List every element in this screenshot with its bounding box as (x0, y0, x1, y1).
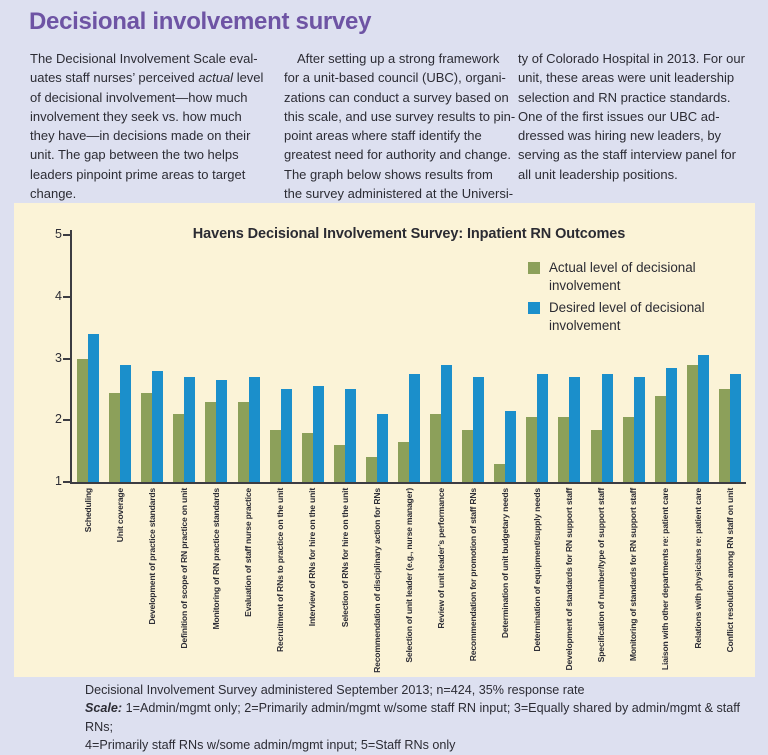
x-axis-label-cell (136, 488, 168, 676)
desired-bar (537, 374, 548, 482)
desired-bar (634, 377, 645, 482)
y-axis-tick-mark (63, 234, 70, 236)
y-axis-tick-mark (63, 296, 70, 298)
x-axis-label-cell (489, 488, 521, 676)
bar-group (136, 371, 168, 482)
x-axis-label-cell (329, 488, 361, 676)
body-text-line: greatest need for authority and change. (284, 147, 511, 163)
body-text-line: of decisional involvement—how much (30, 89, 248, 105)
actual-bar (302, 433, 313, 482)
x-axis-label: Monitoring of standards for RN support staff (628, 488, 639, 662)
body-text-italic: actual (198, 70, 234, 86)
chart-footnote (85, 681, 768, 755)
x-axis-label-cell (200, 488, 232, 676)
x-axis-label-cell (553, 488, 585, 676)
body-text-line: all unit leadership positions. (518, 166, 678, 182)
x-axis-label-cell (650, 488, 682, 676)
body-text-segment: uates staff nurses’ perceived (30, 70, 199, 86)
desired-bar (313, 386, 324, 482)
desired-bar (377, 414, 388, 482)
x-axis-label: Recruitment of RNs to practice on the unit (275, 488, 286, 652)
x-axis-label-cell (682, 488, 714, 676)
text-column-1 (30, 49, 262, 203)
x-axis-label-cell (714, 488, 746, 676)
actual-bar (430, 414, 441, 482)
text-column-2 (284, 49, 516, 203)
y-axis-tick-label: 4 (55, 288, 62, 303)
x-axis-label: Unit coverage (114, 488, 125, 543)
bar-group (329, 389, 361, 482)
legend-item (528, 299, 731, 334)
bar-group (489, 411, 521, 482)
desired-bar (409, 374, 420, 482)
actual-bar (623, 417, 634, 482)
desired-bar (184, 377, 195, 482)
x-axis-label-cell (72, 488, 104, 676)
body-text-line: The Decisional Involvement Scale eval- (30, 51, 258, 66)
desired-bar (730, 374, 741, 482)
x-axis-label: Evaluation of staff nurse practice (243, 488, 254, 617)
actual-bar (109, 393, 120, 483)
x-axis-label: Recommendation for promotion of staff RNs (467, 488, 478, 662)
actual-bar (270, 430, 281, 483)
bar-group (361, 414, 393, 482)
chart-legend (528, 259, 731, 339)
x-axis-labels (72, 488, 746, 676)
x-axis-label: Determination of equipment/supply needs (532, 488, 543, 652)
footnote-line: Decisional Involvement Survey administered September 2013; n=424, 35% response rate (85, 683, 585, 697)
desired-bar (473, 377, 484, 482)
bar-group (425, 365, 457, 482)
text-column-3 (518, 49, 750, 184)
x-axis-label-cell (457, 488, 489, 676)
actual-bar (238, 402, 249, 482)
actual-bar (77, 359, 88, 483)
bar-group (200, 380, 232, 482)
body-text-line: unit. The gap between the two helps (30, 147, 239, 163)
desired-bar (602, 374, 613, 482)
footnote-segment: 1=Admin/mgmt only; 2=Primarily admin/mgmt w/some staff RN input; 3=Equally shared by admin/mgmt & staff RNs; (85, 701, 741, 734)
x-axis-label: Review of unit leader’s performance (435, 488, 446, 629)
bar-group (650, 368, 682, 482)
body-text-line: ty of Colorado Hospital in 2013. For our (518, 51, 745, 66)
desired-bar (698, 355, 709, 482)
actual-bar (141, 393, 152, 483)
actual-bar (591, 430, 602, 483)
y-axis-tick-label: 2 (55, 412, 62, 427)
y-axis-tick-mark (63, 419, 70, 421)
body-text-line: for a unit-based council (UBC), organi- (284, 70, 506, 86)
actual-bar (687, 365, 698, 482)
desired-bar (569, 377, 580, 482)
x-axis-label: Liaison with other departments re: patient care (660, 488, 671, 671)
page-title: Decisional involvement survey (29, 8, 372, 35)
desired-bar (345, 389, 356, 482)
legend-swatch (528, 262, 540, 274)
desired-bar (152, 371, 163, 482)
x-axis-label: Development of standards for RN support staff (564, 488, 575, 671)
x-axis-label: Selection of unit leader (e.g., nurse manager) (403, 488, 414, 663)
x-axis-label-cell (168, 488, 200, 676)
bar-group (232, 377, 264, 482)
x-axis-label: Relations with physicians re: patient care (692, 488, 703, 649)
chart-title: Havens Decisional Involvement Survey: Inpatient RN Outcomes (192, 226, 626, 242)
actual-bar (366, 457, 377, 482)
bar-group (714, 374, 746, 482)
x-axis-label-cell (521, 488, 553, 676)
actual-bar (462, 430, 473, 483)
body-text-line: zations can conduct a survey based on (284, 89, 509, 105)
bar-group (682, 355, 714, 482)
bar-group (457, 377, 489, 482)
x-axis-label: Conflict resolution among RN staff on unit (724, 488, 735, 653)
legend-label: Desired level of decisional involvement (549, 300, 705, 333)
desired-bar (281, 389, 292, 482)
bar-group (586, 374, 618, 482)
body-text-line: serving as the staff interview panel for (518, 147, 736, 163)
body-text-line: they have—in decisions made on their (30, 128, 251, 144)
body-text-line: change. (30, 186, 77, 202)
x-axis-label-cell (586, 488, 618, 676)
actual-bar (398, 442, 409, 482)
body-text-line: dressed was hiring new leaders, by (518, 128, 722, 144)
y-axis-tick-label: 1 (55, 474, 62, 488)
actual-bar (173, 414, 184, 482)
footnote-line (85, 699, 768, 736)
y-axis-tick-mark (63, 358, 70, 360)
x-axis-label: Recommendation of disciplinary action for RNs (371, 488, 382, 673)
body-text-line: unit, these areas were unit leadership (518, 70, 735, 86)
legend-swatch (528, 302, 540, 314)
actual-bar (719, 389, 730, 482)
body-text-line: selection and RN practice standards. (518, 89, 731, 105)
survey-chart-panel (14, 203, 755, 677)
y-axis-tick-label: 3 (55, 350, 62, 365)
x-axis-label-cell (618, 488, 650, 676)
actual-bar (558, 417, 569, 482)
x-axis-label-cell (104, 488, 136, 676)
actual-bar (494, 464, 505, 483)
body-text-line: leaders pinpoint prime areas to target (30, 166, 246, 182)
x-axis-label-cell (425, 488, 457, 676)
bar-group (553, 377, 585, 482)
body-text-line: One of the first issues our UBC ad- (518, 108, 720, 124)
actual-bar (655, 396, 666, 482)
scale-label: Scale: (85, 701, 123, 716)
body-text-line: point areas where staff identify the (284, 128, 482, 144)
desired-bar (666, 368, 677, 482)
desired-bar (88, 334, 99, 482)
x-axis-label: Development of practice standards (146, 488, 157, 625)
x-axis-label-cell (297, 488, 329, 676)
x-axis-label-cell (265, 488, 297, 676)
body-text-line: involvement they seek vs. how much (30, 108, 242, 124)
x-axis-label-cell (232, 488, 264, 676)
actual-bar (334, 445, 345, 482)
x-axis-line (70, 482, 746, 484)
desired-bar (441, 365, 452, 482)
body-text-line: this scale, and use survey results to pin- (284, 108, 516, 124)
bar-group (618, 377, 650, 482)
body-text-line: the survey administered at the Universi- (284, 186, 514, 202)
x-axis-label: Monitoring of RN practice standards (211, 488, 222, 630)
bar-group (168, 377, 200, 482)
x-axis-label-cell (393, 488, 425, 676)
y-axis-tick-label: 5 (55, 227, 62, 241)
legend-item (528, 259, 731, 294)
desired-bar (505, 411, 516, 482)
body-text-line: The graph below shows results from (284, 166, 493, 182)
body-text-line (30, 68, 262, 87)
bar-group (297, 386, 329, 482)
x-axis-label: Selection of RNs for hire on the unit (339, 488, 350, 628)
y-axis-tick-mark (63, 481, 70, 483)
bar-group (393, 374, 425, 482)
x-axis-label: Interview of RNs for hire on the unit (307, 488, 318, 627)
x-axis-label: Determination of unit budgetary needs (499, 488, 510, 639)
actual-bar (526, 417, 537, 482)
x-axis-label: Scheduling (82, 488, 93, 533)
body-text-line: After setting up a strong framework (297, 51, 500, 66)
bar-group (521, 374, 553, 482)
footnote-line: 4=Primarily staff RNs w/some admin/mgmt input; 5=Staff RNs only (85, 738, 456, 753)
body-text-segment: level (233, 70, 264, 86)
legend-label: Actual level of decisional involvement (549, 260, 696, 293)
x-axis-label: Definition of scope of RN practice on unit (179, 488, 190, 649)
x-axis-label: Specification of number/type of support staff (596, 488, 607, 663)
desired-bar (249, 377, 260, 482)
actual-bar (205, 402, 216, 482)
bar-group (104, 365, 136, 482)
bar-group (265, 389, 297, 482)
bar-group (72, 334, 104, 482)
desired-bar (120, 365, 131, 482)
x-axis-label-cell (361, 488, 393, 676)
desired-bar (216, 380, 227, 482)
